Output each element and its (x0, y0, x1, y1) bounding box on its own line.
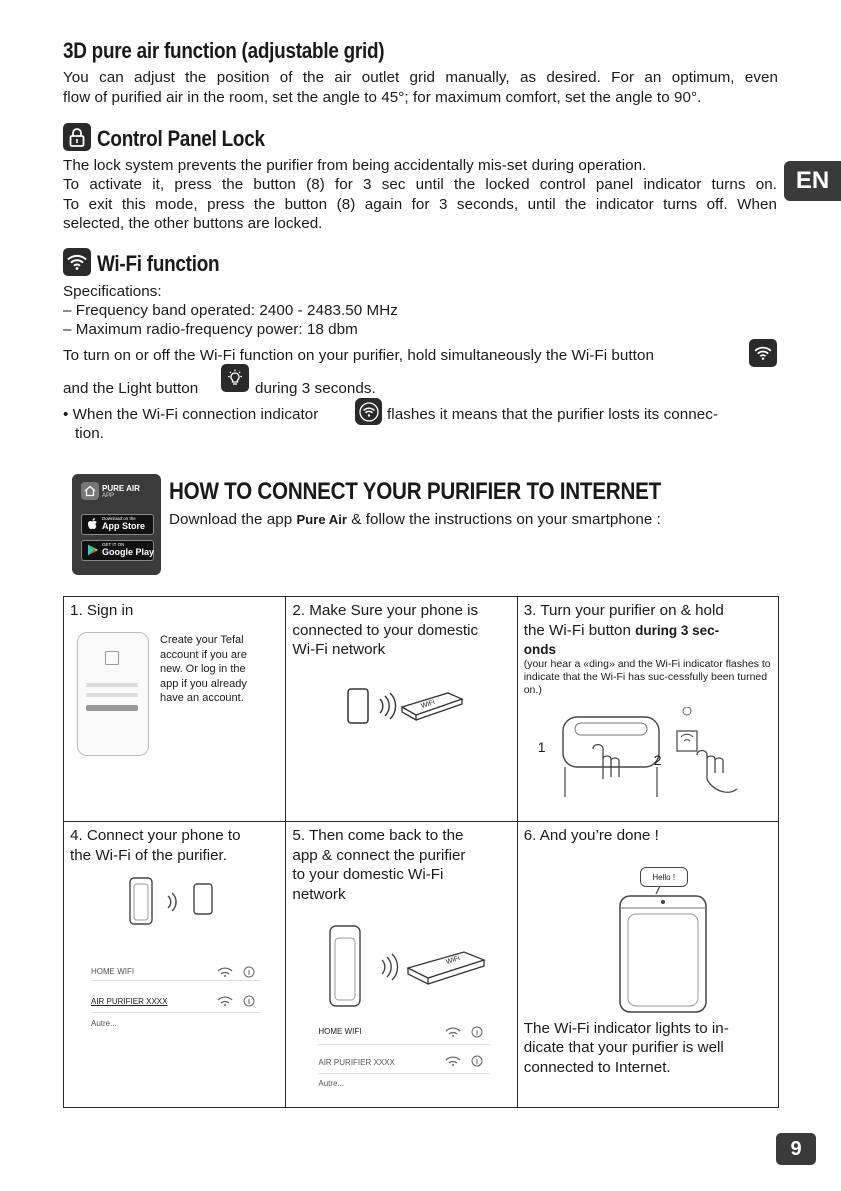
step-3-title-3: onds (523, 642, 556, 657)
step-5-title-2: app & connect the purifier (292, 847, 466, 864)
lock-text-line2: To activate it, press the button (8) for 3 sec until the locked control panel indicator turns on. (63, 176, 777, 193)
connect-intro (169, 510, 661, 530)
step-3-title-2 (524, 621, 719, 641)
wifi-indicator-bullet-a: • When the Wi-Fi connection indicator (63, 406, 319, 423)
padlock-icon (63, 123, 91, 151)
step-3-marker-1: 1 (537, 739, 546, 755)
house-icon (81, 482, 99, 500)
lock-text-line1: The lock system prevents the purifier from being accidentally mis-set during operation. (63, 157, 647, 174)
lock-text-line3: To exit this mode, press the button (8) again for 3 seconds, until the indicator turns off. When (63, 196, 777, 213)
app-name-sub: APP (102, 493, 115, 499)
app-store-label: App Store (102, 521, 146, 531)
app-store-button[interactable] (81, 514, 154, 535)
wifi-spec-power: – Maximum radio-frequency power: 18 dbm (63, 321, 358, 338)
wifi-list-icons (444, 1025, 492, 1071)
grid-text-line1: You can adjust the position of the air outlet grid manually, as desired. For an optimum, even (63, 69, 778, 86)
step-6-cell (517, 822, 778, 1108)
step-1-title: 1. Sign in (70, 602, 134, 619)
wifi-spec-frequency: – Frequency band operated: 2400 - 2483.50 MHz (63, 302, 398, 319)
step-1-cell (64, 597, 286, 822)
step-6-body-3: connected to Internet. (523, 1059, 671, 1076)
grid-text-line2: flow of purified air in the room, set the angle to 45°; for maximum comfort, set the angle to 90°. (63, 89, 702, 106)
connect-intro-app-name: Pure Air (296, 512, 348, 527)
connect-section-title: HOW TO CONNECT YOUR PURIFIER TO INTERNET (169, 478, 661, 505)
wifi-light-instruction-a: and the Light button (63, 380, 199, 397)
step-1-note: Create your Tefal account if you are new. Or log in the app if you already have an account. (160, 634, 247, 704)
hello-bubble: Hello ! (640, 867, 688, 887)
wifi-section-title: Wi-Fi function (97, 251, 220, 276)
step-5-network-purifier: AIR PURIFIER XXXX (318, 1058, 395, 1067)
connect-intro-a: Download the app (169, 511, 293, 528)
step-5-network-home: HOME WIFI (318, 1027, 362, 1036)
google-play-button[interactable] (81, 540, 154, 561)
step-4-cell (64, 822, 286, 1108)
step-4-network-home: HOME WIFI (91, 967, 135, 976)
wifi-icon (355, 398, 382, 425)
wifi-toggle-instruction: To turn on or off the Wi-Fi function on your purifier, hold simultaneously the Wi-Fi button (63, 347, 654, 364)
lightbulb-icon (221, 364, 249, 392)
wifi-light-instruction-b: during 3 seconds. (255, 380, 376, 397)
google-play-small-text: GET IT ON (102, 542, 125, 547)
lock-section-title: Control Panel Lock (97, 126, 265, 151)
step-4-title-1: 4. Connect your phone to (70, 827, 241, 844)
language-tab: EN (784, 161, 841, 201)
app-name: PURE AIR (102, 484, 140, 493)
wifi-icon (63, 248, 91, 276)
step-2-title-1: 2. Make Sure your phone is (292, 602, 479, 619)
app-store-small-text: Download on the (102, 516, 136, 521)
wifi-indicator-bullet-c: tion. (75, 425, 104, 442)
step-5-cell (286, 822, 517, 1108)
lock-text-line4: selected, the other buttons are locked. (63, 215, 323, 232)
step-6-body-1: The Wi-Fi indicator lights to in- (523, 1020, 729, 1037)
step-3-note: (your hear a «ding» and the Wi-Fi indicator flashes to indicate that the Wi-Fi has suc-cessfully been turned on.) (523, 658, 771, 697)
purifier-illustration (608, 886, 718, 1016)
step-3-title-2b: during 3 sec- (635, 623, 720, 638)
apple-icon (87, 518, 98, 530)
wifi-list-icons (216, 965, 264, 1011)
connect-intro-b: & follow the instructions on your smartphone : (351, 511, 661, 528)
step-2-cell (286, 597, 517, 822)
step-2-title-2: connected to your domestic (292, 622, 479, 639)
step-4-network-purifier: AIR PURIFIER XXXX (91, 997, 168, 1006)
page-number: 9 (776, 1133, 816, 1165)
step-5-router-label: WiFi (445, 955, 462, 966)
step-6-body-2: dicate that your purifier is well (523, 1039, 724, 1056)
step-5-network-other: Autre... (318, 1079, 345, 1088)
phone-to-router-illustration (346, 685, 466, 729)
step-5-title-1: 5. Then come back to the (292, 827, 464, 844)
phone-login-illustration (77, 632, 149, 756)
wifi-icon (749, 339, 777, 367)
step-3-cell (517, 597, 778, 822)
step-2-router-label: WiFi (420, 699, 437, 710)
step-5-title-4: network (292, 886, 346, 903)
purifier-to-router-illustration (326, 922, 496, 1012)
step-3-title-1: 3. Turn your purifier on & hold (523, 602, 724, 619)
step-3-marker-2: 2 (653, 752, 662, 768)
step-2-title-3: Wi-Fi network (292, 641, 386, 658)
steps-table (63, 596, 779, 1108)
step-5-title-3: to your domestic Wi-Fi (292, 866, 444, 883)
step-3-title-2a: the Wi-Fi button (523, 622, 631, 639)
wifi-indicator-bullet-b: flashes it means that the purifier losts its connec- (387, 406, 718, 423)
purifier-button-press-illustration (553, 707, 773, 817)
wifi-spec-label: Specifications: (63, 283, 162, 300)
purifier-to-phone-illustration (126, 874, 226, 930)
step-4-network-other: Autre... (91, 1019, 117, 1028)
google-play-icon (87, 544, 98, 556)
app-badge (72, 474, 161, 575)
google-play-label: Google Play (102, 547, 155, 557)
step-4-title-2: the Wi-Fi of the purifier. (70, 847, 227, 864)
step-6-title: 6. And you’re done ! (523, 827, 659, 844)
grid-section-title: 3D pure air function (adjustable grid) (63, 38, 385, 63)
